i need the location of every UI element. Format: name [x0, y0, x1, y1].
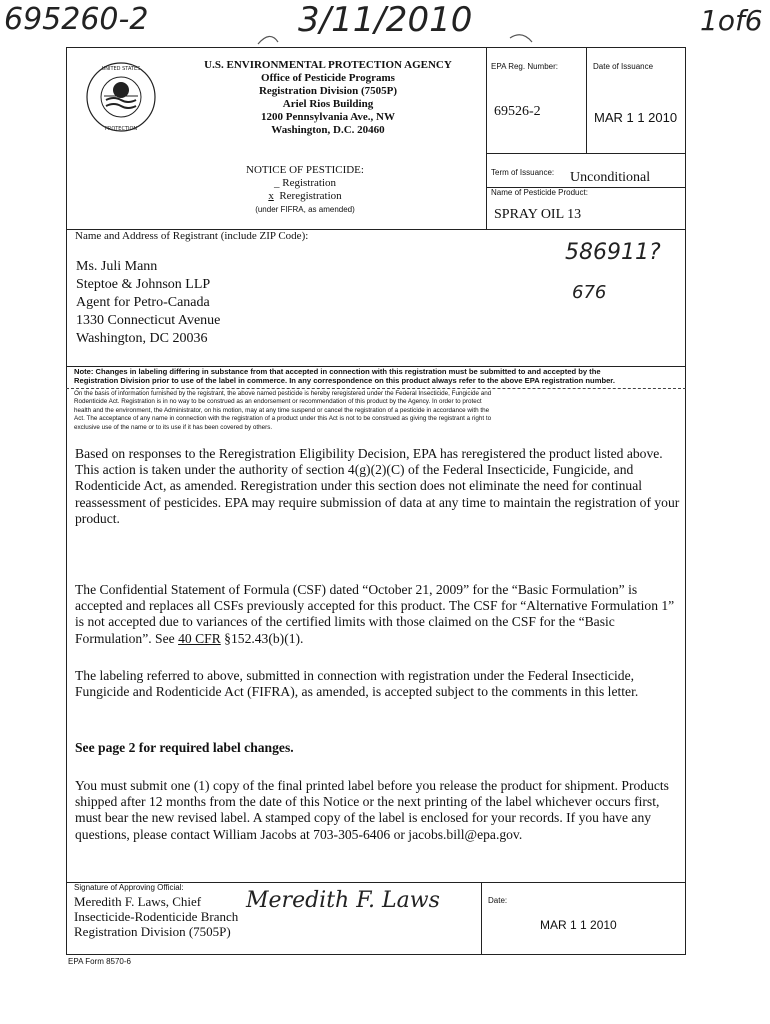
cfr-link[interactable]: 40 CFR	[178, 630, 221, 646]
fine-print: On the basis of information furnished by the registrant, the above named pesticide is hereby reregistered under the Federal Insecticide, Fungicide and Rodenticide Act. Registration is in no way to be construed as an endorsement or recommendation of this product by the Agency. In order to protect health and the environment, the Administrator, on his motion, may at any time suspend or cancel the registration of a pesticide in accordance with the Act. The acceptance of any name in connection with the registration of a product under this Act is not to be construed as giving the registrant a right to exclusive use of the name or to its use if it has been covered by others.	[74, 390, 492, 431]
body-paragraph-5: You must submit one (1) copy of the final printed label before you release the product for shipment. Products shipped after 12 months from the date of this Notice or the next printing of the label whichever occurs first, must bear the new revised label. A stamped copy of the label is enclosed for your records. If you have any questions, please contact William Jacobs at 703-305-6406 or jacobs.bill@epa.gov.	[75, 778, 669, 842]
agency-title: U.S. ENVIRONMENTAL PROTECTION AGENCY	[204, 59, 452, 71]
body-paragraph-4: See page 2 for required label changes.	[75, 740, 294, 755]
form-number: EPA Form 8570-6	[68, 957, 131, 966]
signature-label: Signature of Approving Official:	[74, 883, 184, 892]
note-text: Note: Changes in labeling differing in substance from that accepted in connection with this registration must be submitted to and accepted by the Registration Division prior to use of the label in commerce. In any correspondence on this product always refer to the above EPA registration number.	[74, 367, 615, 385]
handwritten-number: 586911?	[565, 240, 661, 265]
body-paragraph-2: The Confidential Statement of Formula (CSF) dated “October 21, 2009” for the “Basic Formulation” is accepted and replaces all CSFs previously accepted for this product. The CSF for “Alternative Formulation 1” is not accepted due to variances of the certified limits with those claimed on the CSF for the “Basic Formulation”. See 40 CFR §152.43(b)(1).	[75, 582, 675, 646]
notice-option-reregistration: x Reregistration	[268, 190, 342, 202]
signature-date: MAR 1 1 2010	[540, 918, 617, 932]
svg-text:PROTECTION: PROTECTION	[104, 126, 138, 132]
issuance-date: MAR 1 1 2010	[594, 110, 678, 125]
notice-option-registration: _ Registration	[273, 177, 337, 189]
signatory: Meredith F. Laws, Chief Insecticide-Rodenticide Branch Registration Division (7505P)	[74, 894, 239, 939]
notice-title: NOTICE OF PESTICIDE:	[246, 164, 364, 176]
registrant-label: Name and Address of Registrant (include ZIP Code):	[75, 230, 309, 242]
agency-building: Ariel Rios Building	[282, 98, 374, 110]
notice-fifra: (under FIFRA, as amended)	[255, 205, 355, 214]
date-label: Date:	[488, 896, 508, 905]
svg-text:UNITED STATES: UNITED STATES	[101, 66, 141, 72]
epa-seal-icon	[84, 60, 158, 134]
term-label: Term of Issuance:	[491, 168, 555, 177]
agency-city: Washington, D.C. 20460	[271, 124, 385, 136]
agency-office: Office of Pesticide Programs	[261, 72, 395, 84]
reg-number-label: EPA Reg. Number:	[491, 62, 558, 71]
agency-division: Registration Division (7505P)	[258, 85, 398, 97]
handwritten-date: 3/11/2010	[298, 0, 473, 40]
product-name: SPRAY OIL 13	[494, 207, 582, 222]
registrant-address: Ms. Juli Mann Steptoe & Johnson LLP Agent for Petro-Canada 1330 Connecticut Avenue Washington, DC 20036	[76, 259, 221, 346]
issuance-label: Date of Issuance	[593, 62, 654, 71]
product-label: Name of Pesticide Product:	[491, 188, 588, 197]
term-value: Unconditional	[570, 170, 651, 185]
handwritten-code: 676	[572, 282, 607, 303]
handwritten-signature: Meredith F. Laws	[246, 888, 440, 913]
body-paragraph-1: Based on responses to the Reregistration Eligibility Decision, EPA has reregistered the product listed above. This action is taken under the authority of section 4(g)(2)(C) of the Federal Insecticide, Fungicide, and Rodenticide Act, as amended. Reregistration under this section does not eliminate the need for continual reassessment of pesticides. EPA may require submission of data at any time to maintain the registration of your product.	[75, 446, 680, 526]
reg-number: 69526-2	[494, 104, 541, 119]
body-paragraph-3: The labeling referred to above, submitted in connection with registration under the Federal Insecticide, Fungicide and Rodenticide Act (FIFRA), as amended, is accepted subject to the comments in this letter.	[75, 668, 639, 700]
agency-street: 1200 Pennsylvania Ave., NW	[261, 111, 395, 123]
handwritten-page-count: 1of6	[700, 4, 763, 37]
handwritten-reg-ref: 695260-2	[4, 2, 149, 37]
